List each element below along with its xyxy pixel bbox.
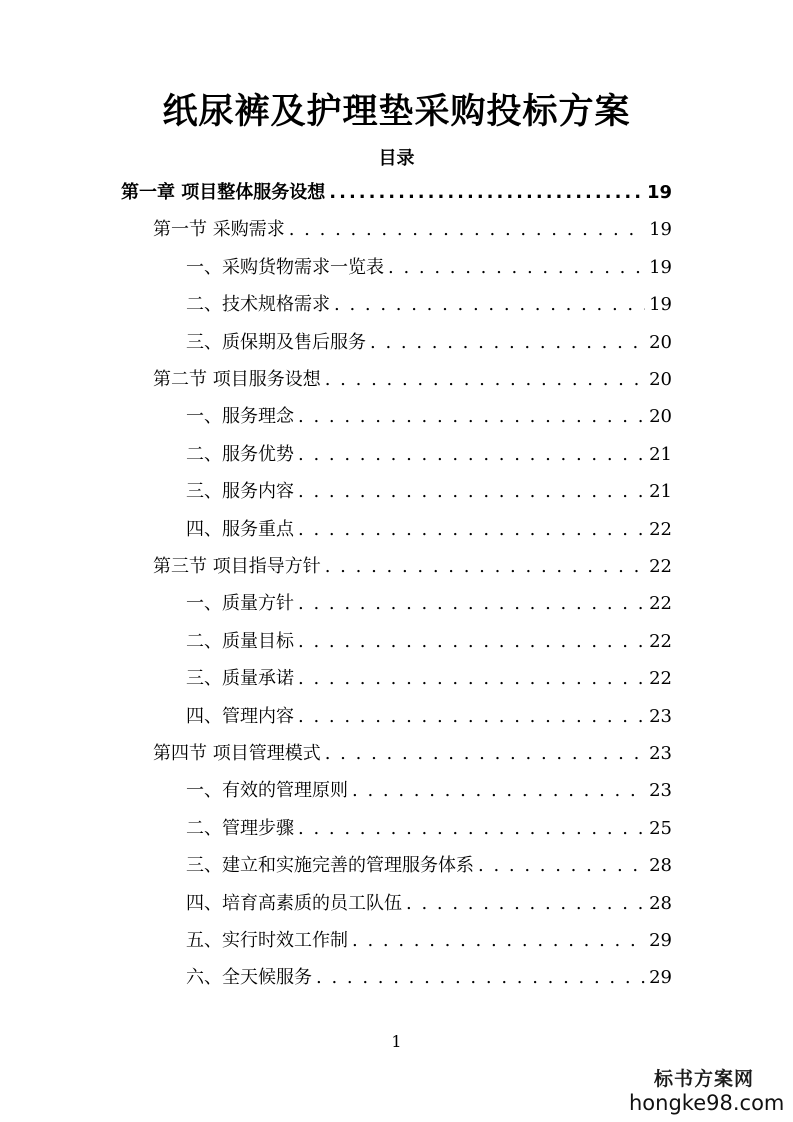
page-number: 1 (391, 1032, 402, 1051)
toc-entry-label: 第四节 项目管理模式 (153, 743, 321, 764)
toc-entry[interactable] (186, 627, 672, 657)
toc-entry-page: 23 (649, 705, 672, 727)
toc-entry[interactable] (186, 290, 672, 320)
toc-entry-page: 19 (649, 294, 672, 316)
toc-dot-leader (298, 440, 645, 470)
toc-entry[interactable] (186, 963, 672, 993)
toc-entry[interactable] (153, 365, 672, 395)
toc-dot-leader (289, 215, 645, 245)
toc-entry[interactable] (186, 702, 672, 732)
toc-entry-label: 四、培育高素质的员工队伍 (186, 892, 402, 914)
toc-entry-page: 19 (646, 182, 672, 203)
watermark-url: hongke98.com (629, 1091, 785, 1115)
toc-dot-leader (388, 253, 645, 283)
toc-dot-leader (352, 776, 645, 806)
toc-entry-label: 三、建立和实施完善的管理服务体系 (186, 855, 474, 877)
toc-dot-leader (298, 477, 645, 507)
toc-entry-page: 22 (649, 593, 672, 615)
toc-dot-leader (406, 889, 645, 919)
toc-entry-label: 二、质量目标 (186, 630, 294, 652)
toc-entry-page: 29 (649, 930, 672, 951)
toc-entry-page: 21 (649, 443, 672, 465)
toc-entry[interactable] (186, 253, 672, 283)
toc-dot-leader (298, 627, 645, 657)
toc-entry[interactable] (186, 589, 672, 619)
toc-entry-label: 二、服务优势 (186, 443, 294, 465)
toc-entry-page: 22 (649, 518, 672, 540)
toc-entry-page: 22 (649, 668, 672, 690)
toc-entry-page: 20 (649, 369, 672, 390)
toc-dot-leader (298, 402, 645, 432)
toc-entry[interactable] (153, 739, 672, 769)
toc-dot-leader (298, 814, 645, 844)
toc-entry[interactable] (186, 926, 672, 956)
page-title: 纸尿裤及护理垫采购投标方案 (162, 92, 631, 132)
toc-dot-leader (298, 515, 645, 545)
toc-entry-label: 六、全天候服务 (186, 967, 312, 989)
toc-entry-page: 25 (649, 817, 672, 839)
toc-entry-label: 三、质保期及售后服务 (186, 331, 366, 353)
toc-entry-label: 第一节 采购需求 (153, 219, 285, 241)
toc-entry-page: 28 (649, 855, 672, 877)
toc-entry[interactable] (186, 328, 672, 358)
toc-entry-label: 一、服务理念 (186, 406, 294, 428)
toc-entry-label: 第一章 项目整体服务设想 (121, 182, 326, 203)
toc-entry[interactable] (186, 477, 672, 507)
toc-entry-page: 19 (649, 256, 672, 278)
toc-dot-leader (325, 552, 645, 582)
toc-entry[interactable] (186, 664, 672, 694)
toc-entry[interactable] (186, 440, 672, 470)
toc-entry[interactable] (153, 215, 672, 245)
toc-entry-label: 五、实行时效工作制 (186, 930, 348, 951)
toc-entry-label: 二、技术规格需求 (186, 294, 330, 316)
toc-entry-page: 19 (649, 219, 672, 241)
toc-dot-leader (298, 702, 645, 732)
toc-entry-label: 一、采购货物需求一览表 (186, 256, 384, 278)
toc-dot-leader (325, 365, 645, 395)
toc-entry-label: 一、有效的管理原则 (186, 780, 348, 802)
toc-entry-label: 第三节 项目指导方针 (153, 556, 321, 577)
toc-dot-leader (478, 851, 645, 881)
toc-entry-page: 28 (649, 892, 672, 914)
toc-entry[interactable] (153, 552, 672, 582)
toc-entry-label: 一、质量方针 (186, 593, 294, 615)
toc-entry-page: 20 (649, 331, 672, 353)
toc-entry[interactable] (186, 851, 672, 881)
toc-heading: 目录 (378, 148, 415, 169)
toc-dot-leader (298, 664, 645, 694)
toc-dot-leader (334, 290, 645, 320)
toc-entry[interactable] (186, 776, 672, 806)
toc-entry-label: 三、服务内容 (186, 481, 294, 503)
toc-entry-page: 29 (649, 967, 672, 989)
watermark-site-name: 标书方案网 (653, 1068, 754, 1090)
toc-entry[interactable] (121, 178, 672, 208)
toc-entry-page: 21 (649, 481, 672, 503)
toc-dot-leader (329, 178, 643, 208)
toc-dot-leader (352, 926, 645, 956)
toc-entry-label: 三、质量承诺 (186, 668, 294, 690)
toc-entry-label: 第二节 项目服务设想 (153, 369, 321, 390)
toc-entry-label: 四、服务重点 (186, 518, 294, 540)
toc-entry-page: 22 (649, 556, 672, 577)
watermark (629, 1068, 785, 1116)
toc-entry-page: 22 (649, 630, 672, 652)
toc-dot-leader (298, 589, 645, 619)
toc-entry-page: 23 (649, 780, 672, 802)
toc-entry[interactable] (186, 515, 672, 545)
toc-dot-leader (316, 963, 645, 993)
toc-dot-leader (370, 328, 645, 358)
toc-entry[interactable] (186, 889, 672, 919)
toc-entry-label: 四、管理内容 (186, 705, 294, 727)
toc-entry-page: 20 (649, 406, 672, 428)
toc-entry[interactable] (186, 814, 672, 844)
toc-entry-label: 二、管理步骤 (186, 817, 294, 839)
toc-entry[interactable] (186, 402, 672, 432)
toc-entry-page: 23 (649, 743, 672, 764)
toc-dot-leader (325, 739, 645, 769)
